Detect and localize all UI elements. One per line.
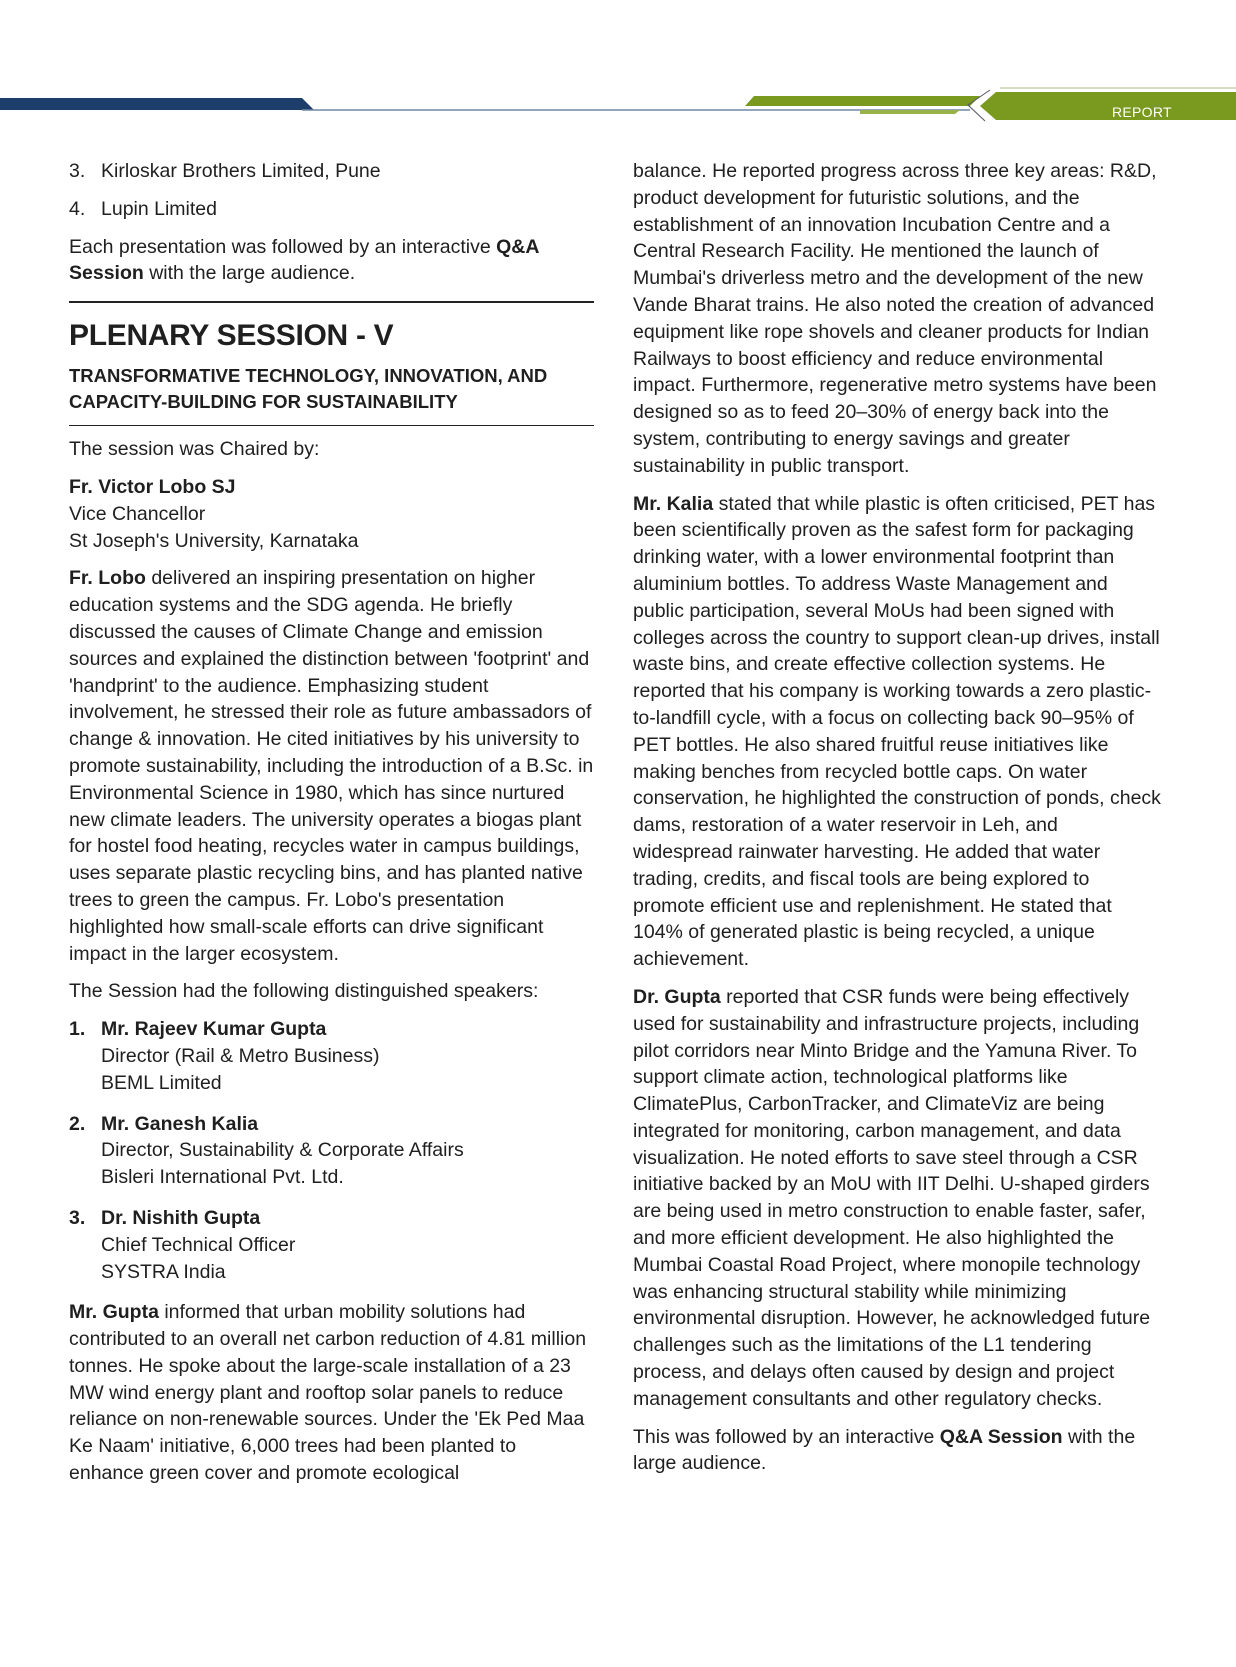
list-text: Lupin Limited xyxy=(101,197,217,220)
speaker-number: 2. xyxy=(69,1112,86,1135)
speaker-org: BEML Limited xyxy=(101,1071,222,1094)
speaker-role: Director (Rail & Metro Business) xyxy=(101,1044,380,1067)
right-column xyxy=(633,158,1163,1488)
speaker-role: Chief Technical Officer xyxy=(101,1233,296,1256)
section-subtitle: TRANSFORMATIVE TECHNOLOGY, INNOVATION, AND CAPACITY-BUILDING FOR SUSTAINABILITY xyxy=(69,365,548,413)
chaired-by: The session was Chaired by: xyxy=(69,438,320,461)
kalia-bold: Mr. Kalia xyxy=(633,492,714,515)
qa-intro-text-end: with the large audience. xyxy=(143,262,356,285)
closing-text: This was followed by an interactive xyxy=(633,1425,940,1448)
ngupta-bold: Dr. Gupta xyxy=(633,985,721,1008)
lobo-bold: Fr. Lobo xyxy=(69,567,146,590)
closing-bold: Q&A Session xyxy=(939,1425,1063,1448)
qa-intro-text: Each presentation was followed by an interactive xyxy=(69,235,497,258)
speaker-name: Dr. Nishith Gupta xyxy=(101,1206,261,1229)
speaker-name: Mr. Ganesh Kalia xyxy=(101,1112,259,1135)
chair-name: Fr. Victor Lobo SJ xyxy=(69,475,236,498)
speaker-role: Director, Sustainability & Corporate Affairs xyxy=(101,1139,464,1162)
speaker-org: SYSTRA India xyxy=(101,1260,226,1283)
report-tag: REPORT xyxy=(1112,104,1172,120)
subtitle-divider xyxy=(69,425,594,426)
closing-text-end: with the large audience. xyxy=(633,1425,1136,1475)
speakers-intro: The Session had the following distinguished speakers: xyxy=(69,980,539,1003)
header-navy-bar xyxy=(0,98,314,110)
header-green-bar-left xyxy=(745,96,980,106)
kalia-text: stated that while plastic is often criticised, PET has been scientifically proven as the safest form for packaging drinking water, with a lower environmental footprint than aluminium bottles. To address Waste Management and public participation, several MoUs had been signed with colleges across the country to support clean-up drives, install waste bins, and create effective collection systems. He reported that his company is working towards a zero plastic-to-landfill cycle, with a focus on collecting back 90–95% of PET bottles. He also shared fruitful reuse initiatives like making benches from recycled bottle caps. On water conservation, he highlighted the construction of ponds, check dams, restoration of a water reservoir in Leh, and widespread rainwater harvesting. He added that water trading, credits, and fiscal tools are being explored to promote efficient use and replenishment. He stated that 104% of generated plastic is being recycled, a unique achievement. xyxy=(633,492,1161,971)
chair-role: Vice Chancellor xyxy=(69,502,206,525)
speaker-org: Bisleri International Pvt. Ltd. xyxy=(101,1166,344,1189)
lobo-paragraph xyxy=(69,565,594,967)
speaker-name: Mr. Rajeev Kumar Gupta xyxy=(101,1018,327,1041)
ngupta-paragraph xyxy=(633,984,1163,1413)
speaker-item xyxy=(69,1016,594,1096)
chair-block xyxy=(69,474,594,554)
list-number: 3. xyxy=(69,160,86,182)
speaker-number: 3. xyxy=(69,1206,86,1229)
closing-paragraph xyxy=(633,1424,1163,1478)
list-number: 4. xyxy=(69,197,86,220)
gupta-text: informed that urban mobility solutions had contributed to an overall net carbon reduction of 4.81 million tonnes. He spoke about the large-scale installation of a 23 MW wind energy plant and rooftop solar panels to reduce reliance on non-renewable sources. Under the 'Ek Ped Maa Ke Naam' initiative, 6,000 trees had been planted to enhance green cover and promote ecological xyxy=(69,1301,587,1485)
header-report-tab xyxy=(980,92,1236,120)
section-divider xyxy=(69,301,594,303)
left-column xyxy=(69,158,594,1498)
speaker-item xyxy=(69,1111,594,1191)
chair-org: St Joseph's University, Karnataka xyxy=(69,529,359,552)
header-band xyxy=(0,86,1236,136)
continued-paragraph: balance. He reported progress across three key areas: R&D, product development for futuristic solutions, and the establishment of an innovation Incubation Centre and a Central Research Facility. He mentioned the launch of Mumbai's driverless metro and the development of the new Vande Bharat trains. He also noted the creation of advanced equipment like rope shovels and cleaner products for Indian Railways to boost efficiency and reduce environmental impact. Furthermore, regenerative metro systems have been designed so as to feed 20–30% of energy back into the system, contributing to energy savings and greater sustainability in public transport. xyxy=(633,160,1157,477)
section-title: PLENARY SESSION - V xyxy=(69,319,394,353)
gupta-bold: Mr. Gupta xyxy=(69,1301,159,1324)
qa-intro-bold: Q&A Session xyxy=(69,235,539,285)
list-item xyxy=(69,196,594,223)
list-text: Kirloskar Brothers Limited, Pune xyxy=(101,160,381,182)
list-item xyxy=(69,158,594,185)
speaker-item xyxy=(69,1205,594,1285)
speaker-number: 1. xyxy=(69,1018,86,1041)
kalia-paragraph xyxy=(633,491,1163,973)
lobo-text: delivered an inspiring presentation on higher education systems and the SDG agenda. He briefly discussed the causes of Climate Change and emission sources and explained the distinction between 'footprint' and 'handprint' to the audience. Emphasizing student involvement, he stressed their role as future ambassadors of change & innovation. He cited initiatives by his university to promote sustainability, including the introduction of a B.Sc. in Environmental Science in 1980, which has since nurtured new climate leaders. The university operates a biogas plant for hostel food heating, recycles water in campus buildings, uses separate plastic recycling bins, and has planted native trees to green the campus. Fr. Lobo's presentation highlighted how small-scale efforts can drive significant impact in the larger ecosystem. xyxy=(69,567,594,965)
gupta-paragraph xyxy=(69,1299,594,1487)
qa-intro-paragraph xyxy=(69,234,594,288)
ngupta-text: reported that CSR funds were being effectively used for sustainability and infrastructure projects, including pilot corridors near Minto Bridge and the Yamuna River. To support climate action, technological platforms like ClimatePlus, CarbonTracker, and ClimateViz are being integrated for monitoring, carbon management, and data visualization. He noted efforts to save steel through a CSR initiative backed by an MoU with IIT Delhi. U-shaped girders are being used in metro construction to enable faster, safer, and more efficient development. He also highlighted the Mumbai Coastal Road Project, where monopile technology was enhancing structural stability while minimizing environmental disruption. However, he acknowledged future challenges such as the limitations of the L1 tendering process, and delays often caused by design and project management consultants and other regulatory checks. xyxy=(633,985,1151,1410)
header-green-bar-low xyxy=(860,110,960,114)
